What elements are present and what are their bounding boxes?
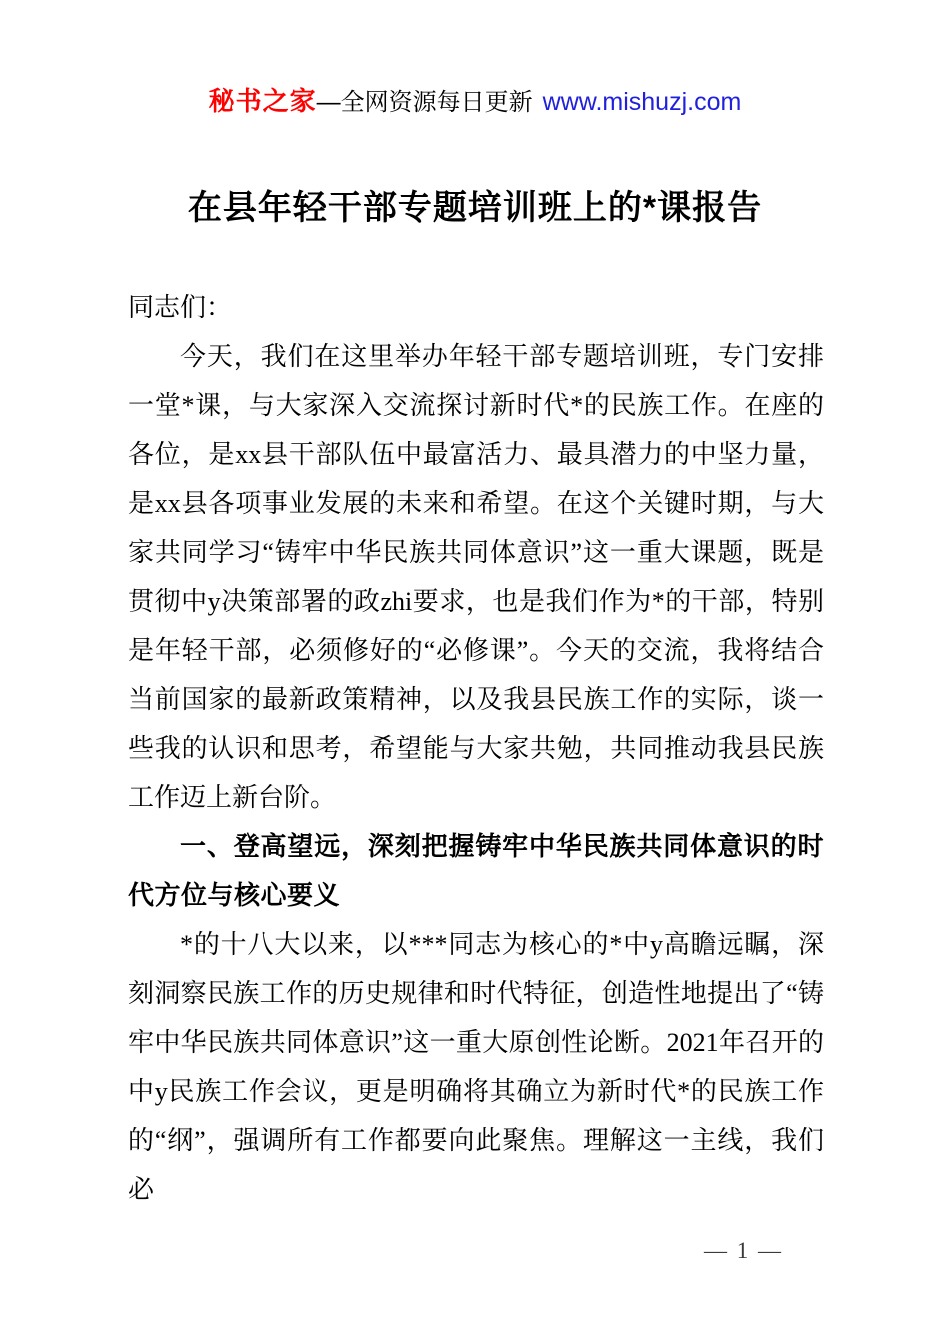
site-brand: 秘书之家	[208, 86, 317, 116]
paragraph: *的十八大以来，以***同志为核心的*中y高瞻远瞩，深刻洞察民族工作的历史规律和时代特征，创造性地提出了“铸牢中华民族共同体意识”这一重大原创性论断。2021年召开的中y民族工作会议，更是明确将其确立为新时代*的民族工作的“纲”，强调所有工作都要向此聚焦。理解这一主线，我们必	[128, 930, 824, 1204]
paragraph: 今天，我们在这里举办年轻干部专题培训班，专门安排一堂*课，与大家深入交流探讨新时代*的民族工作。在座的各位，是xx县干部队伍中最富活力、最具潜力的中坚力量，是xx县各项事业发展的未来和希望。在这个关键时期，与大家共同学习“铸牢中华民族共同体意识”这一重大课题，既是贯彻中y决策部署的政zhi要求，也是我们作为*的干部，特别是年轻干部，必须修好的“必修课”。今天的交流，我将结合当前国家的最新政策精神，以及我县民族工作的实际，谈一些我的认识和思考，希望能与大家共勉，共同推动我县民族工作迈上新台阶。	[128, 342, 824, 812]
document-title: 在县年轻干部专题培训班上的*课报告	[187, 189, 763, 227]
paragraph: 一、登高望远，深刻把握铸牢中华民族共同体意识的时代方位与核心要义	[128, 831, 824, 910]
document-body	[128, 283, 824, 1214]
site-url-link[interactable]: www.mishuzj.com	[542, 88, 742, 116]
paragraph: 同志们：	[128, 293, 233, 322]
page-number: — 1 —	[704, 1238, 783, 1263]
header-tagline: 全网资源每日更新	[340, 89, 533, 116]
site-header	[0, 86, 950, 118]
header-separator: —	[316, 89, 341, 116]
